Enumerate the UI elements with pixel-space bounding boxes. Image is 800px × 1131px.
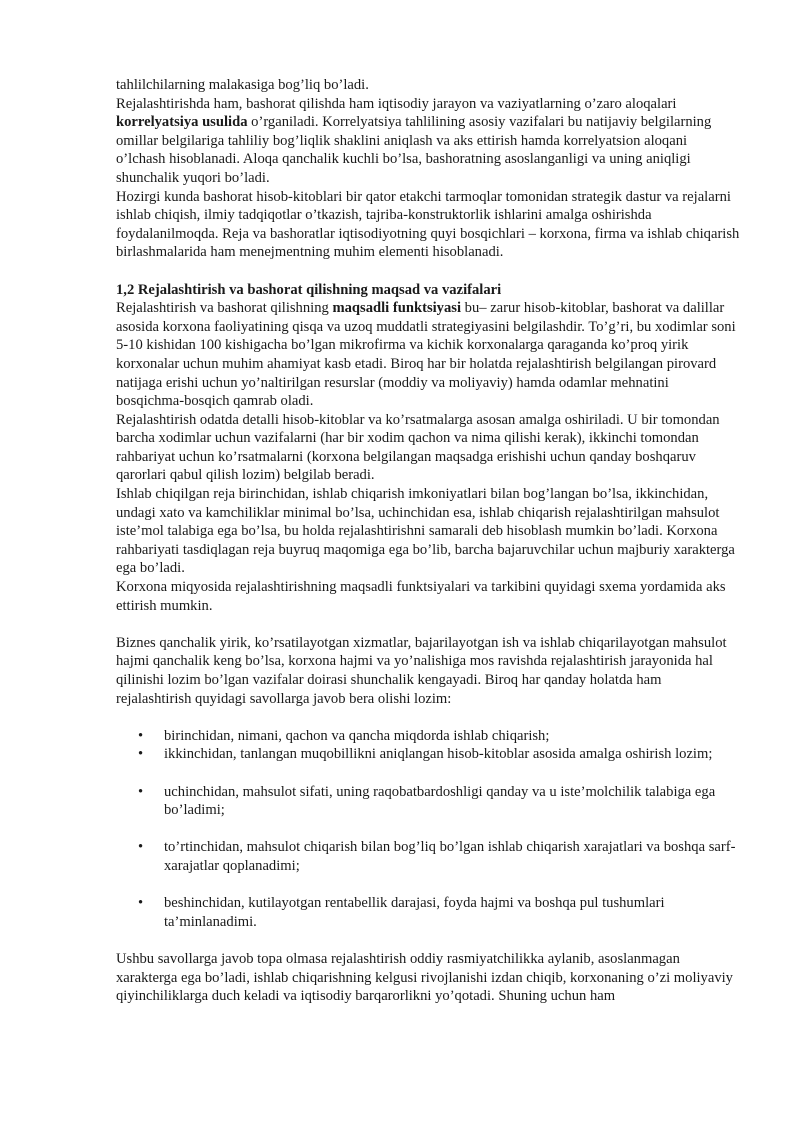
list-item bbox=[116, 745, 740, 764]
list-item-text: to’rtinchidan, mahsulot chiqarish bilan bog’liq bo’lgan ishlab chiqarish xarajatlari va boshqa sarf-xarajatlar qoplanadimi; bbox=[164, 839, 736, 874]
paragraph-current-use: Hozirgi kunda bashorat hisob-kitoblari bir qator etakchi tarmoqlar tomonidan strategik dastur va rejalarni ishlab chiqish, ilmiy tadqiqotlar o’tkazish, tajriba-konstruktorlik ishlarini amalga oshirishda foydalanilmoqda. Reja va bashoratlar iqtisodiyotning quyi bosqichlari – korxona, firma va ishlab chiqarish birlashmalarida ham menejmentning muhim elementi hisoblanadi. bbox=[116, 188, 740, 261]
paragraph-conclusion: Ushbu savollarga javob topa olmasa rejalashtirish oddiy rasmiyatchilikka aylanib, asoslanmagan xarakterga ega bo’ladi, ishlab chiqarishning kelgusi rivojlanishi izdan chiqib, korxonaning o’zi moliyaviy qiyinchiliklarga duch keladi va iqtisodiy barqarorlikni yo’qotadi. Shuning uchun ham bbox=[116, 950, 733, 1005]
paragraph-scheme: Korxona miqyosida rejalashtirishning maqsadli funktsiyalari va tarkibini quyidagi sxema yordamida aks ettirish mumkin. bbox=[116, 579, 726, 614]
bold-term-correlation-method: korrelyatsiya usulida bbox=[116, 114, 248, 131]
list-item bbox=[116, 783, 740, 820]
paragraph-business-scope: Biznes qanchalik yirik, ko’rsatilayotgan xizmatlar, bajarilayotgan ish va ishlab chiqarilayotgan mahsulot hajmi qanchalik keng bo’lsa, korxona hajmi va yo’nalishiga mos ravishda rejalashtirish jarayonida hal qilinishi lozim bo’lgan vazifalar doirasi shunchalik kengayadi. Biroq har qanday holatda ham rejalashtirish quyidagi savollarga javob bera olishi lozim: bbox=[116, 634, 727, 707]
list-item-text: uchinchidan, mahsulot sifati, uning raqobatbardoshligi qanday va u iste’molchilik talabiga ega bo’ladimi; bbox=[164, 783, 716, 819]
bold-term-target-function: maqsadli funktsiyasi bbox=[332, 300, 462, 317]
question-list bbox=[116, 727, 740, 932]
list-item bbox=[116, 727, 740, 746]
bullet-icon: • bbox=[138, 895, 144, 912]
list-item-text: birinchidan, nimani, qachon va qancha miqdorda ishlab chiqarish; bbox=[164, 727, 550, 744]
paragraph-correlation-text-end: o’rganiladi. Korrelyatsiya tahlilining asosiy vazifalari bu natijaviy belgilarning omillar belgilariga tahliliy bog’liqlik shaklini aniqlash va aks ettirish hamda korrelyatsion aloqani o’lchash hisoblanadi. Aloqa qanchalik kuchli bo’lsa, bashoratning asoslanganligi va uning aniqligi shunchalik yuqori bo’ladi. bbox=[116, 114, 712, 186]
section-heading: 1,2 Rejalashtirish va bashorat qilishning maqsad va vazifalari bbox=[116, 281, 502, 298]
list-item bbox=[116, 894, 740, 931]
paragraph-purpose-text-end: bu– zarur hisob-kitoblar, bashorat va dalillar asosida korxona faoliyatining qisqa va uzoq muddatli strategiyasini belgilashdir. To’g’ri, bu xodimlar soni 5-10 kishidan 100 kishigacha bo’lgan mikrofirma va kichik korxonalarga qaraganda ko’proq yirik korxonalar uchun muhim ahamiyat kasb etadi. Biroq har bir holatda rejalashtirish belgilangan pirovard natijaga erishi uchun yo’naltirilgan resurslar (moddiy va moliyaviy) hamda odamlar mehnatini bosqichma-bosqich qamrab oladi. bbox=[116, 300, 736, 410]
list-item bbox=[116, 838, 740, 875]
bullet-icon: • bbox=[138, 746, 144, 763]
paragraph-purpose bbox=[116, 299, 740, 411]
spacer bbox=[116, 708, 740, 727]
paragraph-intro-end: tahlilchilarning malakasiga bog’liq bo’ladi. bbox=[116, 77, 369, 93]
bullet-icon: • bbox=[138, 783, 144, 800]
spacer bbox=[116, 615, 740, 634]
paragraph-correlation-text-start: Rejalashtirishda ham, bashorat qilishda ham iqtisodiy jarayon va vaziyatlarning o’zaro aloqalari bbox=[116, 95, 677, 112]
bullet-icon: • bbox=[138, 727, 144, 744]
list-item-text: ikkinchidan, tanlangan muqobillikni aniqlangan hisob-kitoblar asosida amalga oshirish lozim; bbox=[164, 746, 713, 763]
paragraph-detailed-calculations: Rejalashtirish odatda detalli hisob-kitoblar va ko’rsatmalarga asosan amalga oshiriladi. U bir tomondan barcha xodimlar uchun vazifalarni (har bir xodim qachon va nima qilishi kerak), ikkinchi tomondan rahbariyat uchun ko’rsatmalarni (korxona belgilangan maqsadga erishishi uchun qanday boshqaruv qarorlari qabul qilish lozim) belgilab beradi. bbox=[116, 411, 720, 484]
paragraph-developed-plan: Ishlab chiqilgan reja birinchidan, ishlab chiqarish imkoniyatlari bilan bog’langan bo’lsa, ikkinchidan, undagi xato va kamchiliklar minimal bo’lsa, uchinchidan esa, ishlab chiqarish rejalashtirilgan mahsulot iste’mol talabiga ega bo’lsa, bu holda rejalashtirishni samarali deb hisoblash mumkin bo’ladi. Korxona rahbariyati tasdiqlagan reja buyruq maqomiga ega bo’lib, barcha bajaruvchilar uchun majburiy xarakterga ega bo’ladi. bbox=[116, 486, 735, 577]
spacer bbox=[116, 931, 740, 950]
bullet-icon: • bbox=[138, 839, 144, 856]
paragraph-correlation bbox=[116, 95, 740, 188]
list-item-text: beshinchidan, kutilayotgan rentabellik darajasi, foyda hajmi va boshqa pul tushumlari ta’minlanadimi. bbox=[164, 895, 665, 930]
spacer bbox=[116, 262, 740, 281]
paragraph-purpose-text-start: Rejalashtirish va bashorat qilishning bbox=[116, 300, 333, 317]
